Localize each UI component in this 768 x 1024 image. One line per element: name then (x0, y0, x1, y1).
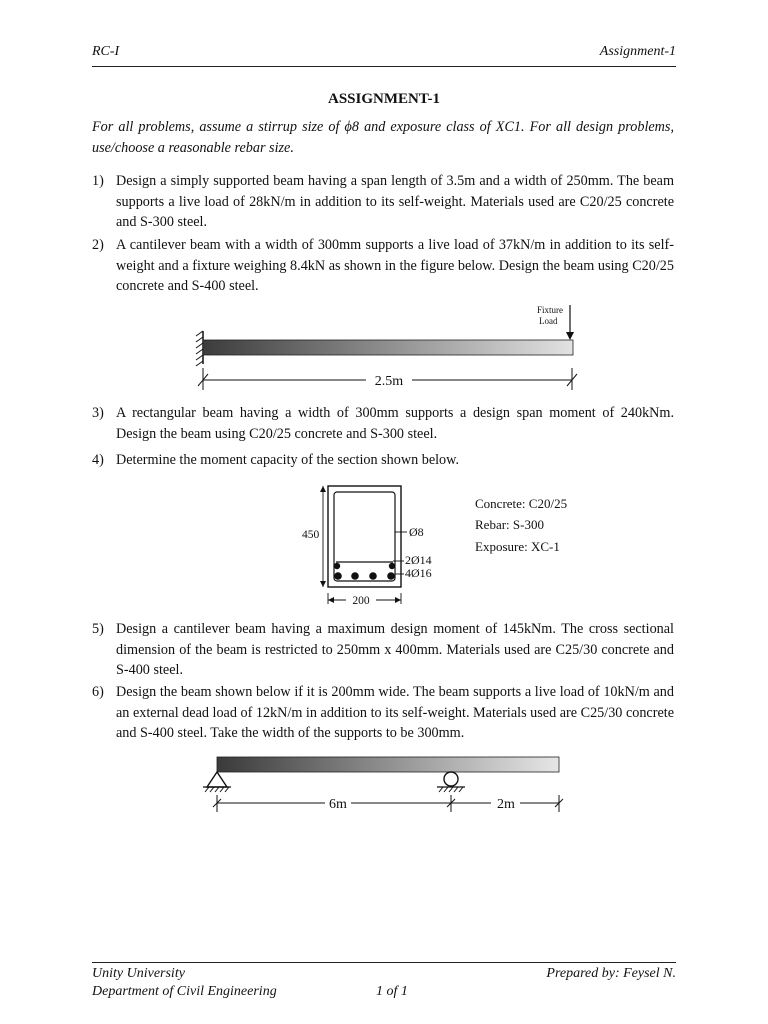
pin-support (203, 772, 231, 792)
exposure-spec: Exposure: XC-1 (475, 539, 560, 554)
page-title: ASSIGNMENT-1 (328, 91, 440, 107)
width-label: 200 (352, 595, 370, 607)
problem-text: A cantilever beam with a width of 300mm supports a live load of 37kN/m in addition to its self-weight and a fixture weighing 8.4kN as shown in the figure below. Design the beam using C20/25 concrete and S-400 steel. (116, 237, 674, 294)
roller-support (437, 772, 465, 792)
problem-number: 3) (92, 405, 104, 421)
rebar-spec: Rebar: S-300 (475, 517, 544, 532)
concrete-spec: Concrete: C20/25 (475, 496, 568, 511)
span-2-label: 2m (497, 797, 515, 812)
problem-number: 5) (92, 621, 104, 637)
problem-text: Design a cantilever beam having a maximum design moment of 145kNm. The cross sectional dimension of the beam is restricted to 250mm x 400mm. Materials used are C25/30 concrete and S-400 steel. (116, 621, 674, 678)
fixture-load-label-line1: Fixture (537, 305, 563, 315)
problem-text: Design the beam shown below if it is 200mm wide. The beam supports a live load of 10kN/m and an external dead load of 12kN/m in addition to its self-weight. Materials used are C25/30 concrete and S-400 steel. Take the width of the supports to be 300mm. (116, 684, 674, 741)
header-course: RC-I (92, 44, 120, 59)
height-label: 450 (302, 529, 320, 541)
page-footer (92, 962, 676, 999)
problem-text: Design a simply supported beam having a span length of 3.5m and a width of 250mm. The beam supports a live load of 28kN/m in addition to its self-weight. Materials used are C20/25 concrete and S-300 steel. (116, 173, 674, 230)
problem-text: Determine the moment capacity of the section shown below. (116, 452, 460, 468)
top-bars-label: 2Ø14 (405, 553, 432, 567)
overhang-beam (217, 757, 559, 772)
footer-department: Department of Civil Engineering (92, 984, 277, 999)
fixture-load-label-line2: Load (539, 316, 558, 326)
span-label: 2.5m (374, 374, 404, 389)
span-1-label: 6m (329, 797, 347, 812)
footer-page-number: 1 of 1 (376, 984, 408, 999)
footer-prepared-by: Prepared by: Feysel N. (546, 966, 676, 981)
problem-number: 4) (92, 452, 104, 468)
problem-number: 2) (92, 237, 104, 253)
intro-paragraph: For all problems, assume a stirrup size of ϕ8 and exposure class of XC1. For all design problems, use/choose a reasonable rebar size. (92, 119, 674, 156)
problem-number: 1) (92, 173, 104, 189)
bottom-bars-label: 4Ø16 (405, 566, 432, 580)
footer-university: Unity University (92, 966, 185, 981)
header-assignment: Assignment-1 (599, 44, 676, 59)
stirrup-label: Ø8 (409, 525, 424, 539)
problem-number: 6) (92, 684, 104, 700)
problem-text: A rectangular beam having a width of 300mm supports a design span moment of 240kNm. Design the beam using C20/25 concrete and S-300 steel. (116, 405, 674, 442)
